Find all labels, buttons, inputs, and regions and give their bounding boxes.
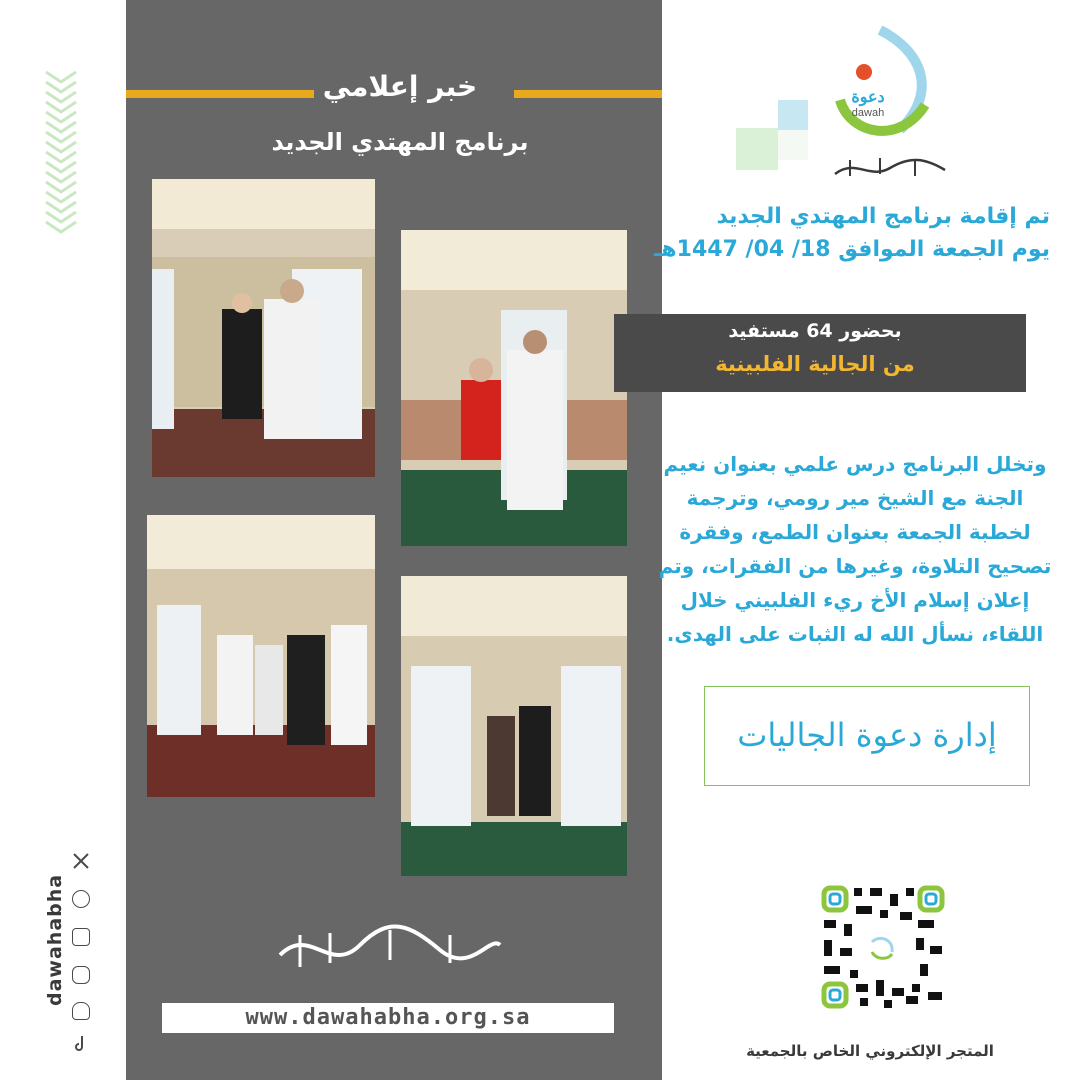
logo-latin: dawah — [851, 107, 885, 119]
body-line: الجنة مع الشيخ مير رومي، وترجمة — [686, 486, 1024, 510]
body-line: اللقاء، نسأل الله له الثبات على الهدى. — [666, 622, 1044, 646]
x-icon[interactable] — [72, 852, 90, 870]
tiktok-icon[interactable] — [72, 1034, 90, 1052]
snapchat-icon[interactable] — [72, 1002, 90, 1020]
deco-square — [736, 128, 778, 170]
social-icons — [72, 852, 96, 1052]
body-line: إعلان إسلام الأخ ريء الفلبيني خلال — [680, 588, 1030, 612]
department-label: إدارة دعوة الجاليات — [704, 686, 1030, 786]
intro-text — [640, 200, 1050, 266]
photo-top-right — [401, 230, 627, 546]
attendance-community: من الجالية الفلبينية — [715, 352, 915, 376]
brand-calligraphy — [830, 150, 950, 184]
news-title: خبر إعلامي — [322, 70, 478, 103]
program-subtitle: برنامج المهتدي الجديد — [271, 128, 529, 156]
title-rule-right — [514, 90, 662, 98]
dawah-logo — [830, 20, 940, 150]
photo-bottom-right — [401, 576, 627, 876]
deco-square — [778, 100, 808, 130]
intro-line-2: يوم الجمعة الموافق 18/ 04/ 1447هـ — [653, 237, 1050, 262]
website-url[interactable]: www.dawahabha.org.sa — [162, 1003, 614, 1033]
social-handle: dawahabha — [44, 873, 66, 1006]
photo-top-left — [152, 179, 375, 477]
facebook-icon[interactable] — [72, 890, 90, 908]
logo-arabic: دعوة — [851, 89, 885, 106]
body-line: تصحيح التلاوة، وغيرها من الفقرات، وتم — [658, 554, 1052, 578]
instagram-icon[interactable] — [72, 928, 90, 946]
qr-caption: المتجر الإلكتروني الخاص بالجمعية — [746, 1042, 994, 1060]
deco-square — [778, 130, 808, 160]
attendance-count: بحضور 64 مستفيد — [728, 320, 902, 342]
program-description — [650, 447, 1060, 651]
intro-line-1: تم إقامة برنامج المهتدي الجديد — [716, 204, 1050, 229]
youtube-icon[interactable] — [72, 966, 90, 984]
association-signature — [270, 905, 510, 985]
photo-bottom-left — [147, 515, 375, 797]
qr-code[interactable] — [820, 884, 946, 1010]
chevron-decoration — [44, 70, 78, 240]
body-line: لخطبة الجمعة بعنوان الطمع، وفقرة — [679, 520, 1031, 544]
body-line: وتخلل البرنامج درس علمي بعنوان نعيم — [663, 452, 1047, 476]
